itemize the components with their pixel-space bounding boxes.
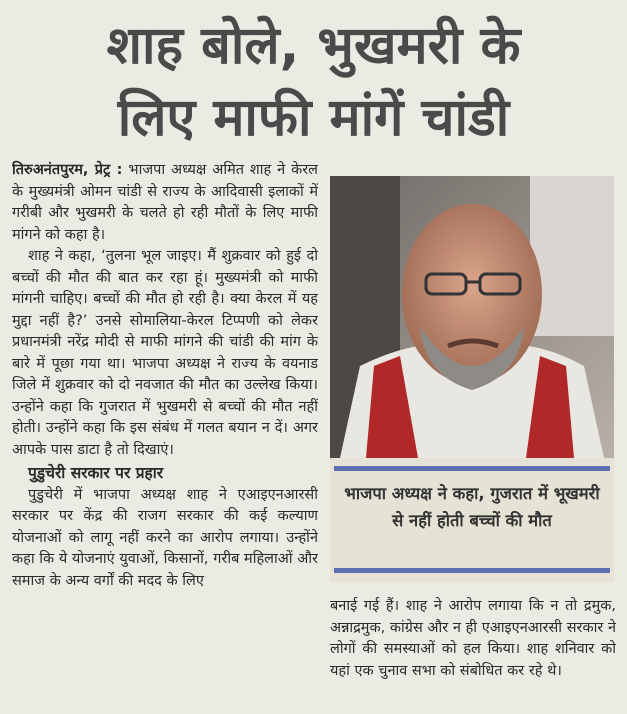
article-right-column [330, 596, 616, 712]
article-paragraph-3: पुडुचेरी में भाजपा अध्यक्ष शाह ने एआइएनआरसी सरकार पर केंद्र की राजग सरकार की कई कल्याण योजनाओं को लागू नहीं करने का आरोप लगाया। उन्होंने कहा कि ये योजनाएं युवाओं, किसानों, गरीब महिलाओं और समाज के अन्य वर्गों की मदद के लिए [12, 486, 318, 589]
photo-illustration [330, 176, 614, 458]
article-paragraph-1 [12, 160, 318, 246]
photo-caption-box [330, 458, 614, 582]
dateline: तिरुअनंतपुरम, प्रेट्र : [12, 162, 123, 178]
news-photo [330, 176, 614, 458]
article-paragraph-2: शाह ने कहा, ‘तुलना भूल जाइए। मैं शुक्रवार को हुई दो बच्चों की मौत की बात कर रहा हूं। मुख्यमंत्री को माफी मांगनी चाहिए। बच्चों की मौत हो रही है। क्या केरल में यह मुद्दा नहीं है?’ उनसे सोमालिया-केरल टिप्पणी को लेकर प्रधानमंत्री नरेंद्र मोदी से माफी मांगने की चांडी की मांग के बारे में पूछा गया था। भाजपा अध्यक्ष ने राज्य के वयनाड जिले में शुक्रवार को दो नवजात की मौत का उल्लेख किया। उन्होंने कहा कि गुजरात में भुखमरी से बच्चों की मौत नहीं होती। उन्होंने कहा कि इस संबंध में गलत बयान न दें। अगर आपके पास डाटा है तो दिखाएं। [12, 248, 318, 458]
caption-rule-top [334, 466, 610, 471]
headline [0, 0, 627, 160]
photo-caption: भाजपा अध्यक्ष ने कहा, गुजरात में भूखमरी से नहीं होती बच्चों की मौत [344, 484, 600, 530]
headline-line-2: लिए माफी मांगें चांडी [117, 88, 510, 148]
paragraph-1-text: भाजपा अध्यक्ष अमित शाह ने केरल के मुख्यमंत्री ओमन चांडी से राज्य के आदिवासी इलाकों में गरीबी और भुखमरी के चलते हो रही मौतों के लिए माफी मांगने को कहा है। [12, 162, 318, 243]
subheading: पुडुचेरी सरकार पर प्रहार [28, 464, 164, 482]
caption-rule-bottom [334, 568, 610, 573]
headline-line-1: शाह बोले, भुखमरी के [106, 16, 521, 76]
article-left-column [12, 160, 318, 712]
article-paragraph-3-continued: बनाई गई हैं। शाह ने आरोप लगाया कि न तो द्रमुक, अन्नाद्रमुक, कांग्रेस और न ही एआइएनआरसी सरकार ने लोगों की समस्याओं को हल किया। शाह शनिवार को यहां एक चुनाव सभा को संबोधित कर रहे थे। [330, 598, 616, 679]
